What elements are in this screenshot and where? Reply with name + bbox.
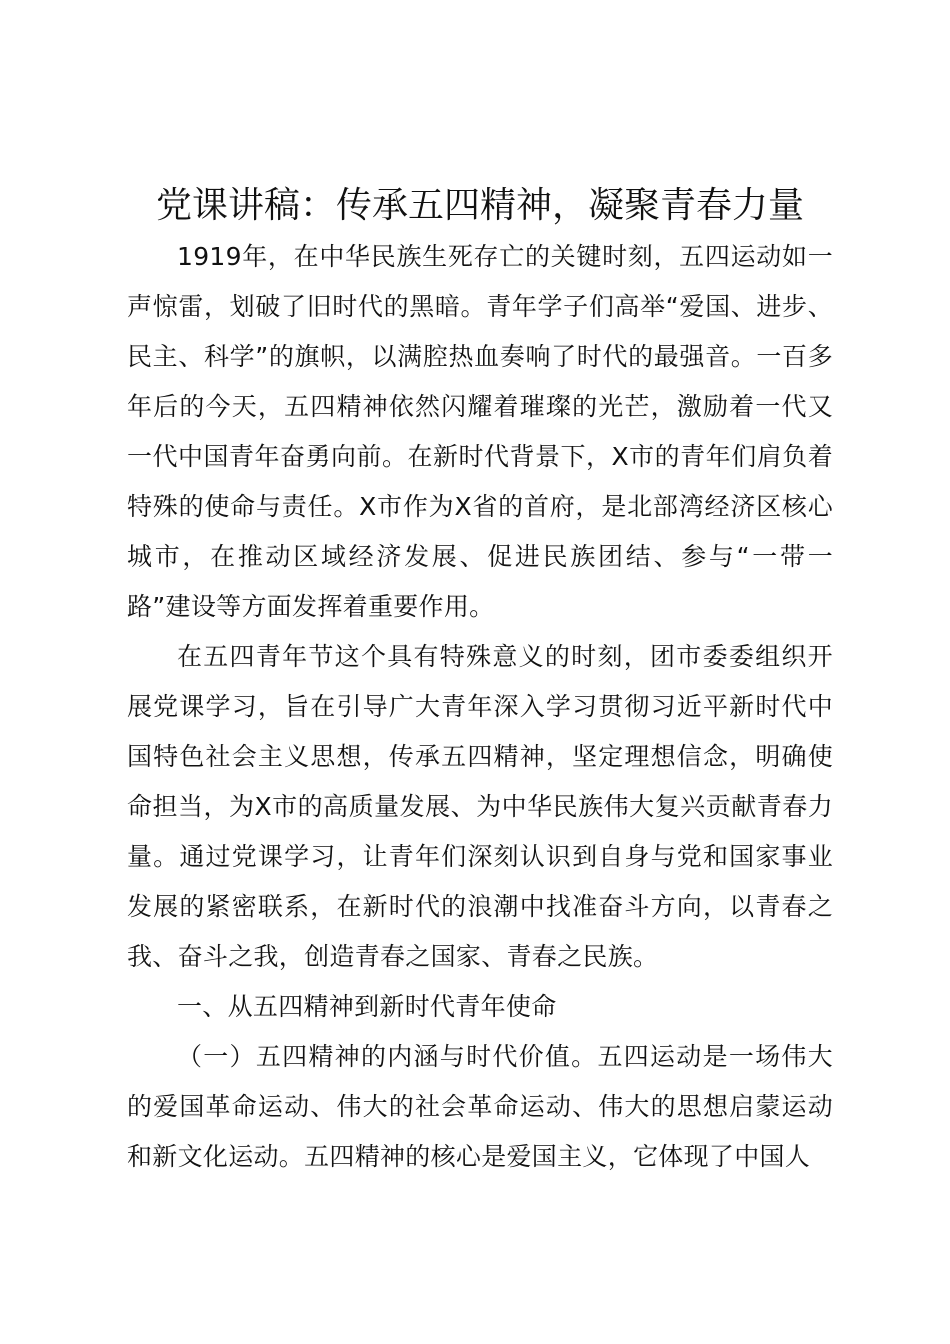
intro-paragraph: 1919年，在中华民族生死存亡的关键时刻，五四运动如一声惊雷，划破了旧时代的黑暗。青年学子们高举“爱国、进步、民主、科学”的旗帜，以满腔热血奏响了时代的最强音。一百多年后的今天，五四精神依然闪耀着璀璨的光芒，激励着一代又一代中国青年奋勇向前。在新时代背景下，X市的青年们肩负着特殊的使命与责任。X市作为X省的首府，是北部湾经济区核心城市，在推动区域经济发展、促进民族团结、参与“一带一路”建设等方面发挥着重要作用。	[127, 242, 833, 621]
subsection-paragraph: （一）五四精神的内涵与时代价值。五四运动是一场伟大的爱国革命运动、伟大的社会革命运动、伟大的思想启蒙运动和新文化运动。五四精神的核心是爱国主义，它体现了中国人	[127, 1042, 833, 1171]
document-title: 党课讲稿：传承五四精神，凝聚青春力量	[155, 185, 804, 226]
purpose-paragraph: 在五四青年节这个具有特殊意义的时刻，团市委委组织开展党课学习，旨在引导广大青年深入学习贯彻习近平新时代中国特色社会主义思想，传承五四精神，坚定理想信念，明确使命担当，为X市的高质量发展、为中华民族伟大复兴贡献青春力量。通过党课学习，让青年们深刻认识到自身与党和国家事业发展的紧密联系，在新时代的浪潮中找准奋斗方向，以青春之我、奋斗之我，创造青春之国家、青春之民族。	[127, 642, 833, 971]
document-page	[127, 180, 833, 1182]
section-heading: 一、从五四精神到新时代青年使命	[177, 992, 557, 1021]
